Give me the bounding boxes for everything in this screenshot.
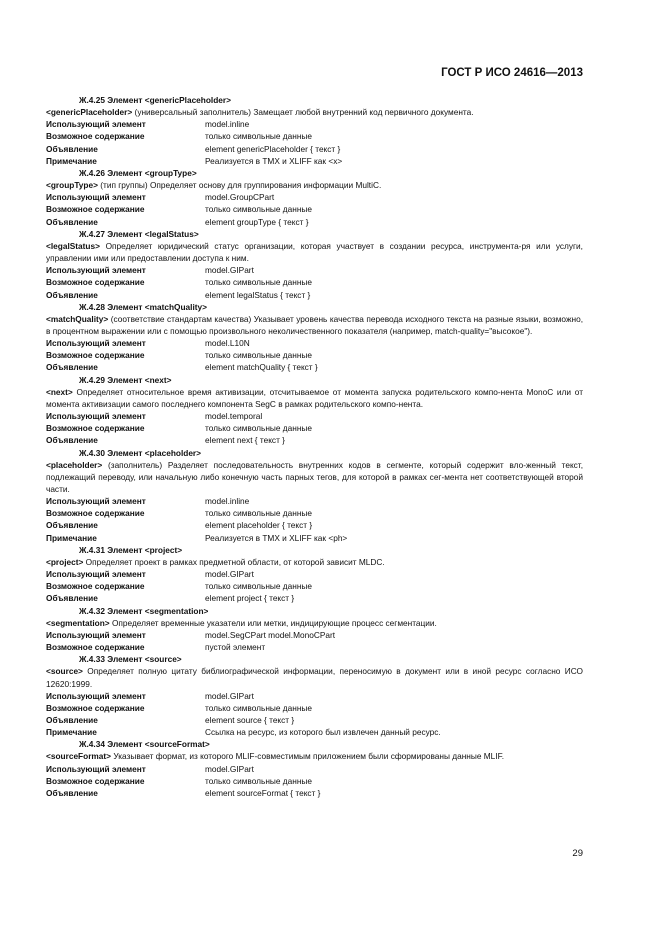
element-tag: <source>	[46, 666, 83, 677]
property-value: model.GIPart	[205, 265, 254, 276]
property-key: Возможное содержание	[46, 423, 145, 434]
property-value: model.L10N	[205, 338, 250, 349]
element-tag: <sourceFormat>	[46, 751, 112, 762]
property-row	[46, 629, 583, 641]
property-value: только символьные данные	[205, 277, 313, 288]
property-value: только символьные данные	[205, 581, 313, 592]
element-entry	[46, 228, 583, 301]
property-value: element groupType { текст }	[205, 216, 309, 227]
property-key: Возможное содержание	[46, 508, 145, 519]
property-key: Объявление	[46, 787, 98, 798]
property-value: только символьные данные	[205, 775, 313, 786]
element-entry	[46, 301, 583, 374]
property-key: Использующий элемент	[46, 411, 146, 422]
property-key: Возможное содержание	[46, 775, 145, 786]
element-description	[46, 106, 583, 118]
description-text: Определяет проект в рамках предметной области, от которой зависит MLDC.	[83, 556, 385, 567]
section-heading: Ж.4.29 Элемент <next>	[79, 374, 172, 385]
element-entry	[46, 167, 583, 228]
element-description	[46, 459, 583, 495]
property-key: Использующий элемент	[46, 119, 146, 130]
element-entry	[46, 544, 583, 605]
element-tag: <segmentation>	[46, 617, 110, 628]
property-row	[46, 763, 583, 775]
section-heading: Ж.4.25 Элемент <genericPlaceholder>	[79, 95, 231, 105]
section-heading: Ж.4.34 Элемент <sourceFormat>	[79, 739, 210, 750]
property-key: Примечание	[46, 727, 97, 738]
property-value: element sourceFormat { текст }	[205, 787, 321, 798]
property-value: model.GroupCPart	[205, 192, 275, 203]
property-row	[46, 289, 583, 301]
property-key: Объявление	[46, 289, 98, 300]
property-value: model.temporal	[205, 411, 263, 422]
property-row	[46, 130, 583, 142]
property-row	[46, 787, 583, 799]
property-row	[46, 714, 583, 726]
property-row	[46, 495, 583, 507]
property-key: Возможное содержание	[46, 350, 145, 361]
property-row	[46, 434, 583, 446]
property-value: model.inline	[205, 496, 250, 507]
element-entry	[46, 605, 583, 654]
element-entry	[46, 94, 583, 167]
description-text: Определяет относительное время активизации, отсчитываемое от момента запуска родительского компо-нента MonoC или от момента активизации самого последнего компонента SegC в рамках родительского компо-нента.	[46, 386, 583, 409]
property-key: Использующий элемент	[46, 496, 146, 507]
property-key: Объявление	[46, 435, 98, 446]
property-row	[46, 775, 583, 787]
description-text: Определяет полную цитату библиографической информации, переносимую в документ или в иной ресурс согласно ИСО 12620:1999.	[46, 666, 583, 689]
section-heading: Ж.4.28 Элемент <matchQuality>	[79, 301, 208, 312]
property-row	[46, 337, 583, 349]
property-row	[46, 507, 583, 519]
section-heading: Ж.4.33 Элемент <source>	[79, 654, 182, 665]
element-description	[46, 665, 583, 689]
property-value: только символьные данные	[205, 204, 313, 215]
description-text: (соответствие стандартам качества) Указывает уровень качества перевода исходного текста на разные языки, возможно, в процентном выражении или с помощью произвольного неколичественного показателя (например, match-quality="высокое").	[46, 313, 583, 336]
property-row	[46, 422, 583, 434]
property-key: Возможное содержание	[46, 204, 145, 215]
description-text: (тип группы) Определяет основу для группирования информации MultiC.	[97, 180, 382, 191]
property-key: Объявление	[46, 362, 98, 373]
property-value: element project { текст }	[205, 593, 295, 604]
property-row	[46, 203, 583, 215]
property-key: Возможное содержание	[46, 702, 145, 713]
page-number: 29	[572, 848, 583, 859]
property-value: только символьные данные	[205, 702, 313, 713]
description-text: (универсальный заполнитель) Замещает любой внутренний код первичного документа.	[132, 107, 474, 118]
property-row	[46, 155, 583, 167]
element-description	[46, 750, 583, 762]
description-text: Определяет временные указатели или метки, индицирующие процесс сегментации.	[109, 617, 437, 628]
description-text: (заполнитель) Разделяет последовательность внутренних кодов в сегменте, который содержит вло-женный текст, подлежащий переводу, или начальную либо конечную часть парных тегов, для которой в рамках сег-мента нет соответствующей второй части.	[46, 459, 583, 494]
property-key: Объявление	[46, 593, 98, 604]
property-value: element legalStatus { текст }	[205, 289, 311, 300]
property-value: пустой элемент	[205, 642, 266, 653]
section-heading: Ж.4.26 Элемент <groupType>	[79, 167, 197, 178]
property-row	[46, 349, 583, 361]
property-value: model.SegCPart model.MonoCPart	[205, 629, 336, 640]
property-row	[46, 690, 583, 702]
property-value: только символьные данные	[205, 508, 313, 519]
element-tag: <project>	[46, 556, 84, 567]
property-key: Использующий элемент	[46, 763, 146, 774]
property-key: Использующий элемент	[46, 338, 146, 349]
property-value: только символьные данные	[205, 131, 313, 142]
property-row	[46, 276, 583, 288]
element-description	[46, 556, 583, 568]
property-key: Использующий элемент	[46, 569, 146, 580]
property-value: model.GIPart	[205, 569, 254, 580]
property-key: Использующий элемент	[46, 690, 146, 701]
element-tag: <genericPlaceholder>	[46, 107, 133, 118]
property-row	[46, 580, 583, 592]
property-row	[46, 592, 583, 604]
property-row	[46, 143, 583, 155]
element-description	[46, 179, 583, 191]
element-tag: <groupType>	[46, 180, 98, 191]
element-entry	[46, 738, 583, 799]
property-key: Возможное содержание	[46, 581, 145, 592]
property-key: Возможное содержание	[46, 642, 145, 653]
property-key: Возможное содержание	[46, 277, 145, 288]
property-key: Объявление	[46, 714, 98, 725]
property-row	[46, 726, 583, 738]
property-value: element source { текст }	[205, 714, 295, 725]
element-entry	[46, 653, 583, 738]
property-value: Реализуется в TMX и XLIFF как <ph>	[205, 532, 348, 543]
property-value: Ссылка на ресурс, из которого был извлечен данный ресурс.	[205, 727, 441, 738]
property-value: Реализуется в TMX и XLIFF как <x>	[205, 155, 343, 166]
property-value: model.GIPart	[205, 690, 254, 701]
property-key: Возможное содержание	[46, 131, 145, 142]
element-tag: <placeholder>	[46, 459, 103, 470]
property-row	[46, 191, 583, 203]
element-description	[46, 386, 583, 410]
property-key: Примечание	[46, 155, 97, 166]
element-tag: <matchQuality>	[46, 313, 109, 324]
property-value: element next { текст }	[205, 435, 285, 446]
property-value: element placeholder { текст }	[205, 520, 313, 531]
section-heading: Ж.4.31 Элемент <project>	[79, 544, 183, 555]
property-key: Использующий элемент	[46, 265, 146, 276]
property-key: Объявление	[46, 143, 98, 154]
property-key: Использующий элемент	[46, 629, 146, 640]
property-value: model.GIPart	[205, 763, 254, 774]
property-row	[46, 410, 583, 422]
element-description	[46, 617, 583, 629]
section-heading: Ж.4.32 Элемент <segmentation>	[79, 605, 209, 616]
property-key: Использующий элемент	[46, 192, 146, 203]
property-row	[46, 361, 583, 373]
description-text: Определяет юридический статус организации, которая участвует в создании ресурса, инструмента-ря или услуги, управлении ими или предоставлении доступа к ним.	[46, 240, 583, 264]
element-entry	[46, 374, 583, 447]
property-row	[46, 702, 583, 714]
property-row	[46, 264, 583, 276]
property-row	[46, 641, 583, 653]
document-header: ГОСТ Р ИСО 24616—2013	[441, 67, 583, 79]
property-key: Примечание	[46, 532, 97, 543]
section-heading: Ж.4.30 Элемент <placeholder>	[79, 447, 202, 458]
property-value: element genericPlaceholder { текст }	[205, 143, 341, 154]
element-tag: <legalStatus>	[46, 240, 100, 251]
element-description	[46, 240, 583, 264]
element-description	[46, 313, 583, 337]
property-row	[46, 568, 583, 580]
element-entry	[46, 447, 583, 544]
property-key: Объявление	[46, 216, 98, 227]
property-key: Объявление	[46, 520, 98, 531]
property-row	[46, 519, 583, 531]
property-row	[46, 532, 583, 544]
section-heading: Ж.4.27 Элемент <legalStatus>	[79, 228, 199, 239]
property-row	[46, 216, 583, 228]
document-body	[46, 94, 583, 799]
property-value: только символьные данные	[205, 423, 313, 434]
property-row	[46, 118, 583, 130]
element-tag: <next>	[46, 386, 73, 397]
property-value: model.inline	[205, 119, 250, 130]
property-value: только символьные данные	[205, 350, 313, 361]
description-text: Указывает формат, из которого MLIF-совместимым приложением были сформированы данные MLIF.	[111, 751, 505, 762]
property-value: element matchQuality { текст }	[205, 362, 318, 373]
